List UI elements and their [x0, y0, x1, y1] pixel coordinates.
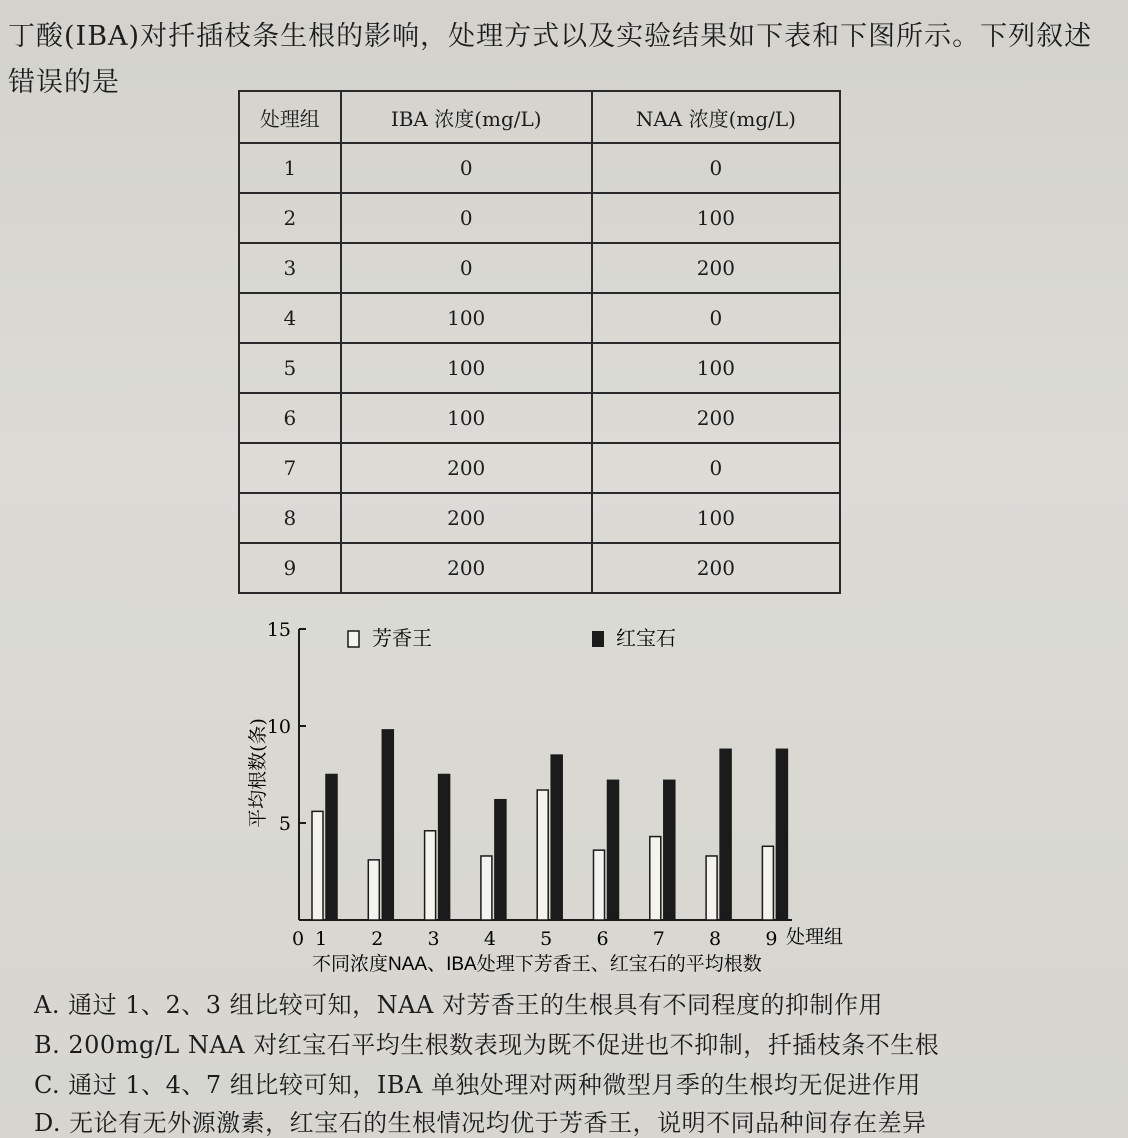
bar-ruby: [326, 775, 337, 921]
cell-iba: 100: [341, 293, 592, 343]
table-row: [239, 393, 840, 443]
cell-iba: 0: [341, 143, 592, 193]
bar-ruby: [776, 749, 787, 920]
x-tick-label: 4: [483, 928, 496, 950]
y-tick-label: 10: [266, 716, 291, 738]
option-b[interactable]: B. 200mg/L NAA 对红宝石平均生根数表现为既不促进也不抑制，扦插枝条不生根: [34, 1031, 940, 1059]
cell-naa: 200: [592, 243, 840, 293]
cell-group: 7: [239, 443, 341, 493]
bar-ruby: [608, 780, 619, 920]
header-iba: IBA 浓度(mg/L): [341, 91, 592, 143]
x-tick-label: 5: [540, 928, 553, 950]
bar-fragrance-king: [368, 860, 379, 920]
table-row: [239, 293, 840, 343]
cell-iba: 200: [341, 443, 592, 493]
y-axis-label: 平均根数(条): [247, 718, 269, 828]
bar-ruby: [382, 730, 393, 920]
bar-fragrance-king: [706, 856, 717, 920]
cell-iba: 100: [341, 343, 592, 393]
bar-ruby: [551, 755, 562, 920]
chart-bars: [312, 730, 787, 950]
option-a[interactable]: A. 通过 1、2、3 组比较可知，NAA 对芳香王的生根具有不同程度的抑制作用: [34, 991, 883, 1019]
legend-label-ruby: 红宝石: [616, 626, 676, 650]
table-row: [239, 493, 840, 543]
cell-iba: 200: [341, 543, 592, 593]
x-tick-label: 6: [596, 928, 609, 950]
bar-fragrance-king: [650, 837, 661, 920]
table-row: [239, 543, 840, 593]
x-tick-label: 2: [371, 928, 384, 950]
cell-group: 2: [239, 193, 341, 243]
cell-naa: 100: [592, 343, 840, 393]
cell-iba: 0: [341, 243, 592, 293]
y-tick-label: 5: [278, 813, 291, 835]
bar-fragrance-king: [481, 856, 492, 920]
table-row: [239, 193, 840, 243]
table-header-row: [239, 91, 840, 143]
cell-iba: 0: [341, 193, 592, 243]
legend-label-fragrance-king: 芳香王: [372, 626, 432, 650]
question-stem-line-2: 错误的是: [8, 67, 120, 98]
x-tick-label: 3: [427, 928, 440, 950]
cell-iba: 200: [341, 493, 592, 543]
cell-group: 4: [239, 293, 341, 343]
question-stem-line-1: 丁酸(IBA)对扦插枝条生根的影响，处理方式以及实验结果如下表和下图所示。下列叙述: [8, 21, 1093, 52]
y-tick-label: 15: [266, 619, 291, 641]
option-d[interactable]: D. 无论有无外源激素，红宝石的生根情况均优于芳香王，说明不同品种间存在差异: [34, 1109, 927, 1137]
bar-fragrance-king: [594, 850, 605, 920]
root-count-bar-chart: [230, 615, 870, 980]
table-row: [239, 243, 840, 293]
bar-ruby: [664, 780, 675, 920]
cell-iba: 100: [341, 393, 592, 443]
legend-swatch-ruby: [592, 631, 604, 647]
chart-legend: [348, 626, 676, 650]
cell-group: 3: [239, 243, 341, 293]
cell-naa: 0: [592, 293, 840, 343]
cell-group: 6: [239, 393, 341, 443]
cell-naa: 0: [592, 443, 840, 493]
cell-naa: 200: [592, 543, 840, 593]
bar-ruby: [720, 749, 731, 920]
treatment-table: [238, 90, 841, 594]
cell-naa: 100: [592, 193, 840, 243]
axis-origin-label: 0: [291, 928, 305, 950]
cell-group: 5: [239, 343, 341, 393]
x-tick-label: 9: [765, 928, 778, 950]
bar-fragrance-king: [425, 831, 436, 920]
cell-group: 1: [239, 143, 341, 193]
bar-fragrance-king: [537, 790, 548, 920]
x-tick-label: 1: [314, 928, 328, 950]
cell-naa: 200: [592, 393, 840, 443]
cell-group: 9: [239, 543, 341, 593]
bar-fragrance-king: [762, 846, 773, 920]
option-c[interactable]: C. 通过 1、4、7 组比较可知，IBA 单独处理对两种微型月季的生根均无促进作用: [34, 1071, 921, 1099]
bar-ruby: [439, 775, 450, 921]
x-tick-label: 7: [652, 928, 665, 950]
legend-swatch-fragrance-king: [348, 631, 359, 647]
x-tick-label: 8: [709, 928, 722, 950]
chart-title: 不同浓度NAA、IBA处理下芳香王、红宝石的平均根数: [312, 954, 762, 975]
header-naa: NAA 浓度(mg/L): [592, 91, 840, 143]
table-row: [239, 343, 840, 393]
header-group: 处理组: [239, 91, 341, 143]
x-axis-label: 处理组: [786, 926, 844, 948]
bar-ruby: [495, 800, 506, 920]
table-row: [239, 143, 840, 193]
cell-naa: 0: [592, 143, 840, 193]
bar-fragrance-king: [312, 811, 323, 920]
cell-naa: 100: [592, 493, 840, 543]
cell-group: 8: [239, 493, 341, 543]
table-row: [239, 443, 840, 493]
